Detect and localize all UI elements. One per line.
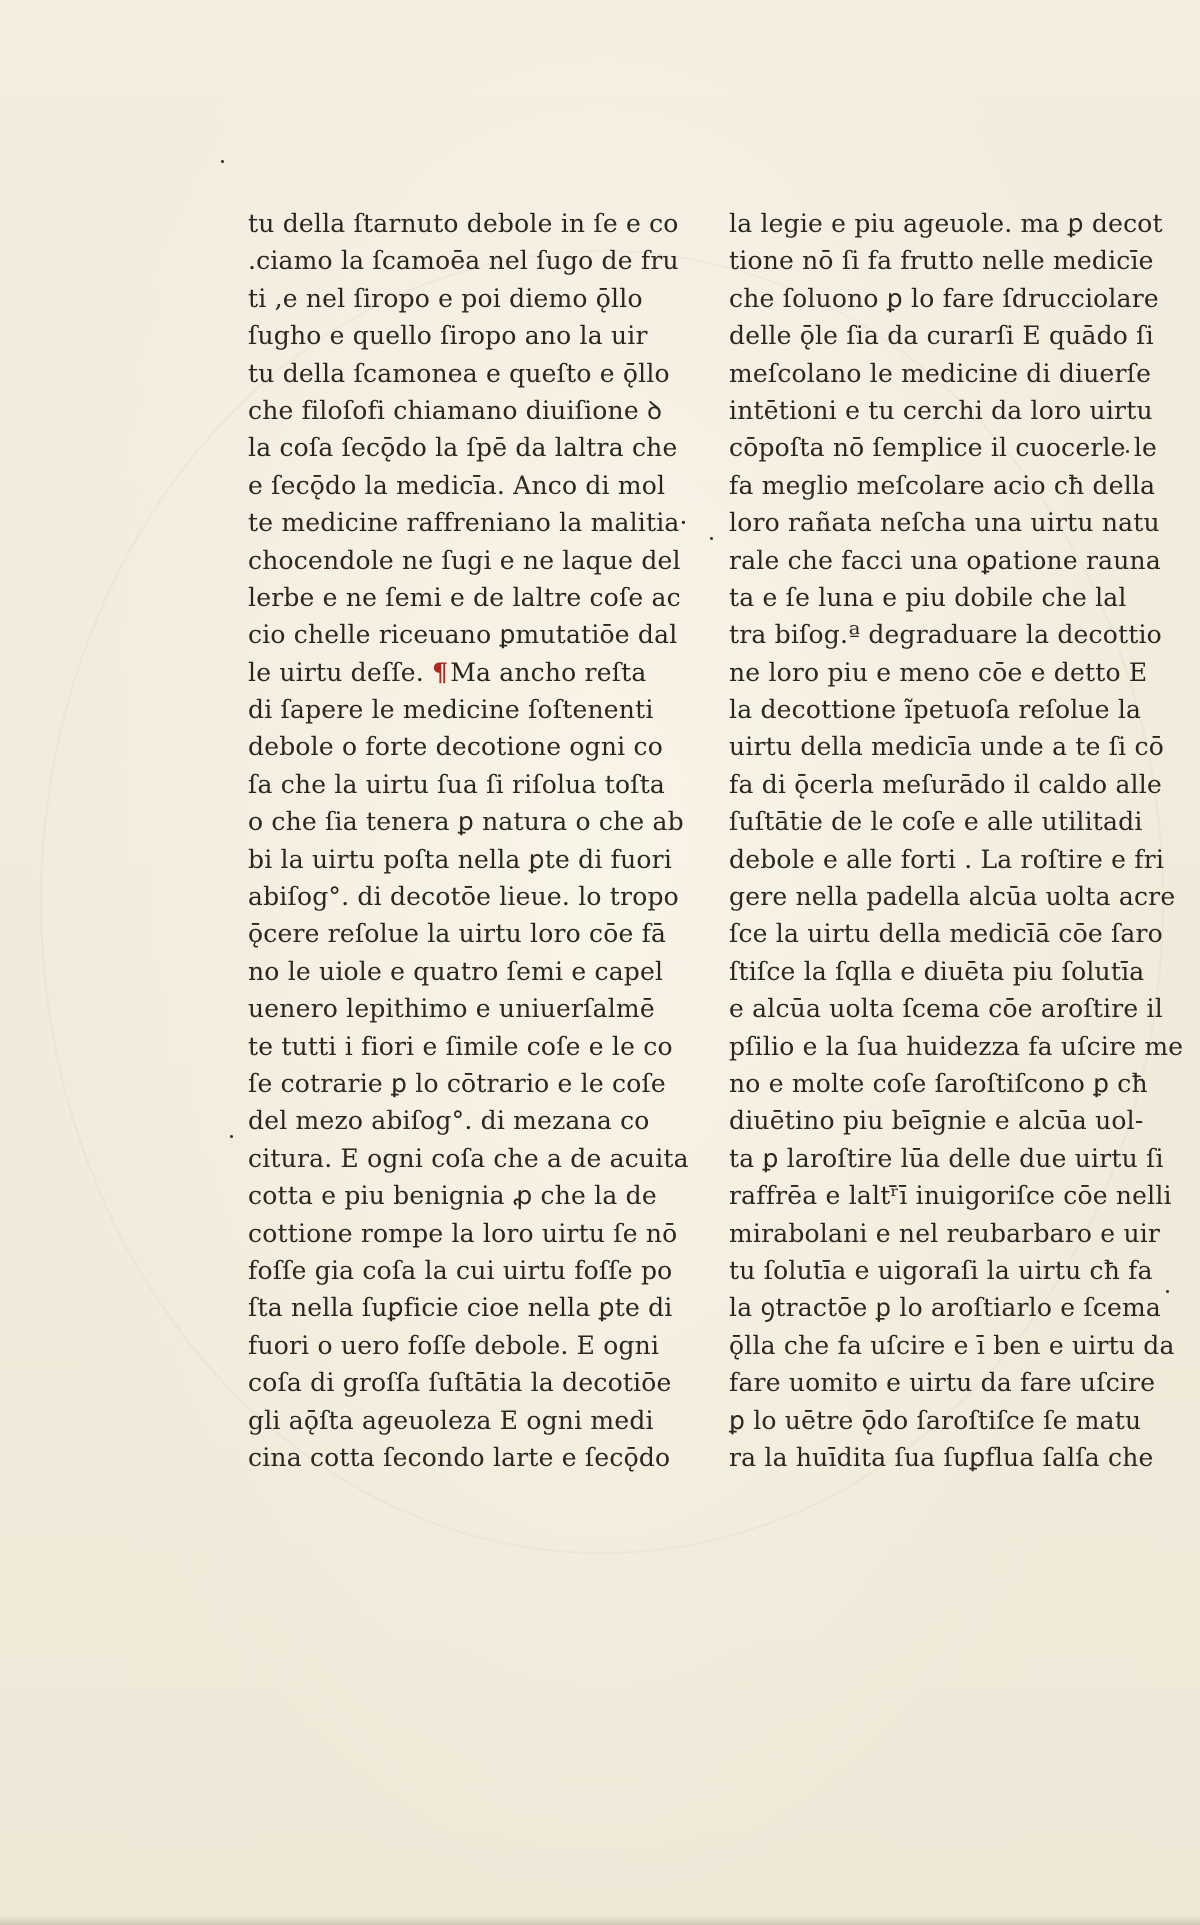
- text-line: ti ,e nel ſiropo e poi diemo ǭllo: [248, 283, 643, 313]
- text-line: te medicine raffreniano la malitia·: [248, 508, 688, 538]
- right-text-column: [729, 205, 1184, 1476]
- text-line: meſcolano le medicine di diuerſe: [729, 358, 1152, 388]
- text-line: rale che facci una oꝑatione rauna: [729, 545, 1161, 575]
- text-line: tu ſolutīa e uigoraſi la uirtu cħ fa: [729, 1255, 1153, 1285]
- text-line: ſce la uirtu della medicīā cōe ſaro: [729, 919, 1163, 949]
- text-line: uenero lepithimo e uniuerſalmē: [248, 994, 655, 1024]
- text-line: o che ſia tenera ꝑ natura o che ab: [248, 807, 684, 837]
- text-line: cottione rompe la loro uirtu ſe nō: [248, 1218, 678, 1248]
- text-line: fuori o uero foſſe debole. E ogni: [248, 1330, 660, 1360]
- text-line: ſtiſce la ſqlla e diuēta piu ſolutīa: [729, 956, 1145, 986]
- text-line: e ſecǭdo la medicīa. Anco di mol: [248, 470, 666, 500]
- page-bottom-edge: [0, 1915, 1200, 1925]
- text-line: che filoſofi chiamano diuiſione ꝺ: [248, 395, 663, 425]
- text-line: gli aǭſta ageuoleza E ogni medi: [248, 1405, 654, 1435]
- left-text-column: [248, 205, 689, 1476]
- text-line: uirtu della medicīa unde a te ſi cō: [729, 732, 1164, 762]
- text-line: loro rañata neſcha una uirtu natu: [729, 508, 1160, 538]
- text-line: ta ꝑ laroſtire lūa delle due uirtu ſi: [729, 1143, 1164, 1173]
- text-line: fare uomito e uirtu da fare uſcire: [729, 1368, 1156, 1398]
- text-line: cio chelle riceuano ꝑmutatiōe dal: [248, 620, 678, 650]
- text-line: e alcūa uolta ſcema cōe aroſtire il: [729, 994, 1163, 1024]
- text-line: foſſe gia coſa la cui uirtu foſſe po: [248, 1255, 673, 1285]
- text-line: delle ǭle ſia da curarſi E quādo ſi: [729, 321, 1154, 351]
- text-line: ꝑ lo uētre ǭdo ſaroſtiſce ſe matu: [729, 1405, 1142, 1435]
- text-line: la ꝯtractōe ꝑ lo aroſtiarlo e ſcema: [729, 1293, 1162, 1323]
- text-line: ſugho e quello ſiropo ano la uir: [248, 321, 648, 351]
- text-line: debole e alle forti . La roſtire e fri: [729, 844, 1165, 874]
- text-line: fa meglio meſcolare acio cħ della: [729, 470, 1156, 500]
- text-line: intētioni e tu cerchi da loro uirtu: [729, 395, 1153, 425]
- text-line: cina cotta ſecondo larte e ſecǭdo: [248, 1442, 671, 1472]
- text-line: pſilio e la ſua huidezza fa uſcire me: [729, 1031, 1184, 1061]
- text-line: gere nella padella alcūa uolta acre: [729, 882, 1176, 912]
- text-line: ǭlla che fa uſcire e ī ben e uirtu da: [729, 1330, 1175, 1360]
- text-line: del mezo abiſog°. di mezana co: [248, 1106, 650, 1136]
- text-line: tu della ſtarnuto debole in ſe e co: [248, 209, 679, 238]
- text-fragment: Ma ancho reſta: [450, 657, 647, 687]
- text-line: ra la huīdita ſua ſuꝑflua ſalſa che: [729, 1442, 1154, 1472]
- text-line: cotta e piu benignia ꝓ che la de: [248, 1181, 657, 1211]
- text-line-with-rubric: [248, 654, 648, 691]
- text-line: te tutti i fiori e ſimile coſe e le co: [248, 1031, 673, 1061]
- text-line: tione nō ſi fa frutto nelle medicīe: [729, 246, 1154, 276]
- text-line: raffrēa e laltʳ̄ī inuigoriſce cōe nelli: [729, 1181, 1172, 1211]
- text-line: citura. E ogni coſa che a de acuita: [248, 1143, 689, 1173]
- text-line: la legie e piu ageuole. ma ꝑ decot: [729, 209, 1163, 238]
- text-line: abiſog°. di decotōe lieue. lo tropo: [248, 882, 679, 912]
- text-line: ſe cotrarie ꝑ lo cōtrario e le coſe: [248, 1068, 666, 1098]
- page-speck: [710, 537, 713, 540]
- text-line: chocendole ne ſugi e ne laque del: [248, 545, 681, 575]
- text-line: coſa di groſſa ſuſtātia la decotiōe: [248, 1368, 672, 1398]
- text-line: cōpoſta nō ſemplice il cuocerle le: [729, 433, 1158, 463]
- text-line: diuētino piu beīgnie e alcūa uol-: [729, 1106, 1144, 1136]
- text-line: debole o forte decotione ogni co: [248, 732, 663, 762]
- page-speck: [221, 160, 224, 163]
- text-line: ſa che la uirtu ſua ſi riſolua toſta: [248, 769, 666, 799]
- rubric-paragraph-mark: ¶: [432, 657, 449, 687]
- text-line: ta e ſe luna e piu dobile che lal: [729, 582, 1127, 612]
- text-line: mirabolani e nel reubarbaro e uir: [729, 1218, 1161, 1248]
- text-line: tra biſog.ª degraduare la decottio: [729, 620, 1162, 650]
- text-line: ſuſtātie de le coſe e alle utilitadi: [729, 807, 1143, 837]
- text-line: la decottione ĩpetuoſa reſolue la: [729, 695, 1142, 725]
- page-speck: [1166, 1290, 1169, 1293]
- text-line: no le uiole e quatro ſemi e capel: [248, 956, 664, 986]
- text-line: che ſoluono ꝑ lo fare ſdrucciolare: [729, 283, 1159, 313]
- text-line: ǭcere reſolue la uirtu loro cōe fā: [248, 919, 667, 949]
- text-line: di ſapere le medicine ſoſtenenti: [248, 695, 654, 725]
- text-fragment: le uirtu deſſe.: [248, 657, 424, 687]
- text-line: fa di ǭcerla meſurādo il caldo alle: [729, 769, 1162, 799]
- page-speck: [230, 1135, 233, 1138]
- text-line: bi la uirtu poſta nella ꝑte di fuori: [248, 844, 673, 874]
- text-line: no e molte coſe ſaroſtiſcono ꝑ cħ: [729, 1068, 1148, 1098]
- text-line: ſta nella ſuꝑficie cioe nella ꝑte di: [248, 1293, 673, 1323]
- text-line: tu della ſcamonea e queſto e ǭllo: [248, 358, 670, 388]
- text-line: lerbe e ne ſemi e de laltre coſe ac: [248, 582, 681, 612]
- text-line: ne loro piu e meno cōe e detto E: [729, 657, 1148, 687]
- text-line: .ciamo la ſcamoēa nel ſugo de fru: [248, 246, 679, 276]
- text-line: la coſa ſecǭdo la ſpē da laltra che: [248, 433, 678, 463]
